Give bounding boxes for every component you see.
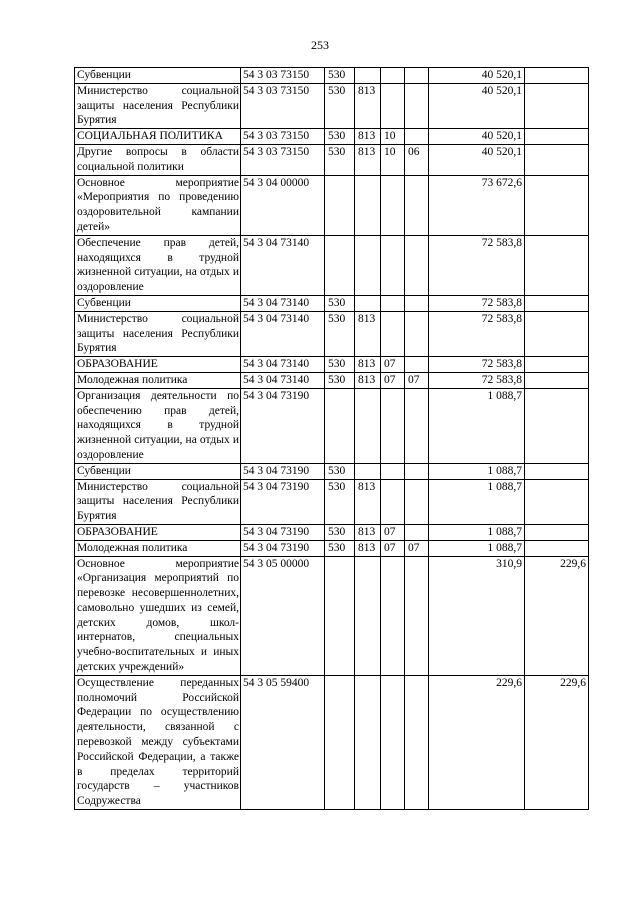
table-row (75, 68, 589, 84)
row-sum2-cell (525, 175, 589, 235)
row-code-cell: 54 3 04 73140 (241, 295, 325, 311)
row-grbs-cell (355, 388, 381, 463)
row-pr-cell (405, 357, 429, 373)
row-sum1-cell: 40 520,1 (429, 83, 525, 128)
row-sum1-cell: 1 088,7 (429, 388, 525, 463)
row-rz-cell (381, 68, 405, 84)
row-vr-cell: 530 (325, 144, 355, 175)
row-pr-cell (405, 524, 429, 540)
row-code-cell: 54 3 04 73190 (241, 524, 325, 540)
row-sum2-cell (525, 311, 589, 356)
row-sum2-cell (525, 83, 589, 128)
row-vr-cell: 530 (325, 83, 355, 128)
row-sum2-cell (525, 524, 589, 540)
row-code-cell: 54 3 04 73190 (241, 540, 325, 556)
row-sum2-cell: 229,6 (525, 675, 589, 809)
budget-table (74, 67, 589, 810)
row-pr-cell: 06 (405, 144, 429, 175)
row-pr-cell (405, 83, 429, 128)
row-sum1-cell: 229,6 (429, 675, 525, 809)
table-row (75, 463, 589, 479)
table-row (75, 372, 589, 388)
row-name-cell: Молодежная политика (75, 372, 241, 388)
row-code-cell: 54 3 03 73150 (241, 83, 325, 128)
row-code-cell: 54 3 05 00000 (241, 556, 325, 675)
row-rz-cell: 07 (381, 524, 405, 540)
row-grbs-cell (355, 175, 381, 235)
row-name-cell: Субвенции (75, 295, 241, 311)
row-vr-cell: 530 (325, 479, 355, 524)
row-pr-cell (405, 295, 429, 311)
row-vr-cell: 530 (325, 540, 355, 556)
row-code-cell: 54 3 04 73140 (241, 372, 325, 388)
row-pr-cell (405, 235, 429, 295)
row-code-cell: 54 3 03 73150 (241, 144, 325, 175)
row-pr-cell (405, 479, 429, 524)
table-row (75, 311, 589, 356)
row-name-cell: Министерство социальной защиты населения Республики Бурятия (75, 311, 241, 356)
row-rz-cell: 10 (381, 144, 405, 175)
row-vr-cell (325, 175, 355, 235)
row-pr-cell (405, 675, 429, 809)
row-grbs-cell (355, 463, 381, 479)
row-grbs-cell (355, 235, 381, 295)
row-sum1-cell: 310,9 (429, 556, 525, 675)
row-sum2-cell (525, 68, 589, 84)
row-sum2-cell (525, 463, 589, 479)
table-row (75, 479, 589, 524)
row-sum1-cell: 40 520,1 (429, 144, 525, 175)
row-grbs-cell (355, 295, 381, 311)
table-row (75, 83, 589, 128)
row-grbs-cell: 813 (355, 372, 381, 388)
row-code-cell: 54 3 04 73140 (241, 357, 325, 373)
row-name-cell: Другие вопросы в области социальной политики (75, 144, 241, 175)
row-vr-cell (325, 556, 355, 675)
row-rz-cell (381, 556, 405, 675)
row-code-cell: 54 3 03 73150 (241, 68, 325, 84)
row-rz-cell (381, 235, 405, 295)
row-sum2-cell (525, 129, 589, 145)
row-sum1-cell: 72 583,8 (429, 295, 525, 311)
table-row (75, 129, 589, 145)
row-sum1-cell: 1 088,7 (429, 479, 525, 524)
row-sum1-cell: 1 088,7 (429, 463, 525, 479)
row-sum2-cell: 229,6 (525, 556, 589, 675)
row-sum2-cell (525, 540, 589, 556)
row-grbs-cell (355, 556, 381, 675)
table-row (75, 295, 589, 311)
row-vr-cell: 530 (325, 524, 355, 540)
row-rz-cell (381, 675, 405, 809)
row-pr-cell (405, 175, 429, 235)
row-name-cell: СОЦИАЛЬНАЯ ПОЛИТИКА (75, 129, 241, 145)
row-code-cell: 54 3 04 73140 (241, 235, 325, 295)
row-pr-cell (405, 129, 429, 145)
row-name-cell: Министерство социальной защиты населения Республики Бурятия (75, 83, 241, 128)
row-code-cell: 54 3 03 73150 (241, 129, 325, 145)
table-row (75, 175, 589, 235)
row-vr-cell: 530 (325, 463, 355, 479)
row-sum1-cell: 40 520,1 (429, 129, 525, 145)
row-sum2-cell (525, 144, 589, 175)
row-rz-cell (381, 388, 405, 463)
row-vr-cell (325, 235, 355, 295)
row-sum1-cell: 1 088,7 (429, 524, 525, 540)
row-code-cell: 54 3 04 73190 (241, 479, 325, 524)
row-sum2-cell (525, 479, 589, 524)
row-sum1-cell: 1 088,7 (429, 540, 525, 556)
row-grbs-cell: 813 (355, 540, 381, 556)
row-grbs-cell (355, 675, 381, 809)
row-sum1-cell: 72 583,8 (429, 235, 525, 295)
row-grbs-cell: 813 (355, 357, 381, 373)
row-sum1-cell: 72 583,8 (429, 357, 525, 373)
row-pr-cell: 07 (405, 540, 429, 556)
page-number: 253 (311, 38, 329, 52)
row-code-cell: 54 3 04 73140 (241, 311, 325, 356)
table-row (75, 388, 589, 463)
row-pr-cell (405, 311, 429, 356)
row-grbs-cell: 813 (355, 311, 381, 356)
row-pr-cell (405, 388, 429, 463)
row-name-cell: Субвенции (75, 68, 241, 84)
table-row (75, 235, 589, 295)
row-code-cell: 54 3 04 00000 (241, 175, 325, 235)
row-name-cell: Организация деятельности по обеспечению прав детей, находящихся в трудной жизненной ситуации, на отдых и оздоровление (75, 388, 241, 463)
row-rz-cell (381, 311, 405, 356)
row-sum1-cell: 73 672,6 (429, 175, 525, 235)
table-row (75, 556, 589, 675)
row-rz-cell (381, 479, 405, 524)
row-name-cell: ОБРАЗОВАНИЕ (75, 524, 241, 540)
row-grbs-cell (355, 68, 381, 84)
row-name-cell: ОБРАЗОВАНИЕ (75, 357, 241, 373)
row-rz-cell: 07 (381, 372, 405, 388)
row-sum1-cell: 40 520,1 (429, 68, 525, 84)
row-grbs-cell: 813 (355, 83, 381, 128)
row-rz-cell (381, 295, 405, 311)
row-sum2-cell (525, 295, 589, 311)
row-pr-cell (405, 68, 429, 84)
table-row (75, 524, 589, 540)
row-vr-cell: 530 (325, 68, 355, 84)
row-rz-cell: 07 (381, 540, 405, 556)
row-name-cell: Субвенции (75, 463, 241, 479)
row-vr-cell: 530 (325, 372, 355, 388)
row-rz-cell (381, 463, 405, 479)
budget-table-body (75, 68, 589, 810)
row-pr-cell: 07 (405, 372, 429, 388)
row-name-cell: Министерство социальной защиты населения Республики Бурятия (75, 479, 241, 524)
row-vr-cell: 530 (325, 357, 355, 373)
row-rz-cell: 10 (381, 129, 405, 145)
row-name-cell: Обеспечение прав детей, находящихся в трудной жизненной ситуации, на отдых и оздоровление (75, 235, 241, 295)
row-sum2-cell (525, 235, 589, 295)
row-rz-cell (381, 83, 405, 128)
row-vr-cell: 530 (325, 295, 355, 311)
row-sum1-cell: 72 583,8 (429, 311, 525, 356)
row-vr-cell (325, 675, 355, 809)
row-name-cell: Основное мероприятие «Организация мероприятий по перевозке несовершеннолетних, самовольно ушедших из семей, детских домов, школ-интернатов, специальных учебно-воспитательных и иных детских учреждений» (75, 556, 241, 675)
row-rz-cell: 07 (381, 357, 405, 373)
table-row (75, 357, 589, 373)
row-name-cell: Молодежная политика (75, 540, 241, 556)
row-vr-cell: 530 (325, 129, 355, 145)
row-name-cell: Осуществление переданных полномочий Российской Федерации по осуществлению деятельности, связанной с перевозкой между субъектами Российской Федерации, а также в пределах территорий государств – участников Содружества (75, 675, 241, 809)
row-grbs-cell: 813 (355, 479, 381, 524)
table-row (75, 144, 589, 175)
row-sum2-cell (525, 357, 589, 373)
table-row (75, 540, 589, 556)
row-code-cell: 54 3 05 59400 (241, 675, 325, 809)
row-vr-cell (325, 388, 355, 463)
row-vr-cell: 530 (325, 311, 355, 356)
row-sum1-cell: 72 583,8 (429, 372, 525, 388)
row-code-cell: 54 3 04 73190 (241, 388, 325, 463)
row-code-cell: 54 3 04 73190 (241, 463, 325, 479)
row-grbs-cell: 813 (355, 129, 381, 145)
row-pr-cell (405, 556, 429, 675)
row-sum2-cell (525, 372, 589, 388)
row-name-cell: Основное мероприятие «Мероприятия по проведению оздоровительной кампании детей» (75, 175, 241, 235)
row-grbs-cell: 813 (355, 144, 381, 175)
row-rz-cell (381, 175, 405, 235)
table-row (75, 675, 589, 809)
row-grbs-cell: 813 (355, 524, 381, 540)
row-pr-cell (405, 463, 429, 479)
row-sum2-cell (525, 388, 589, 463)
